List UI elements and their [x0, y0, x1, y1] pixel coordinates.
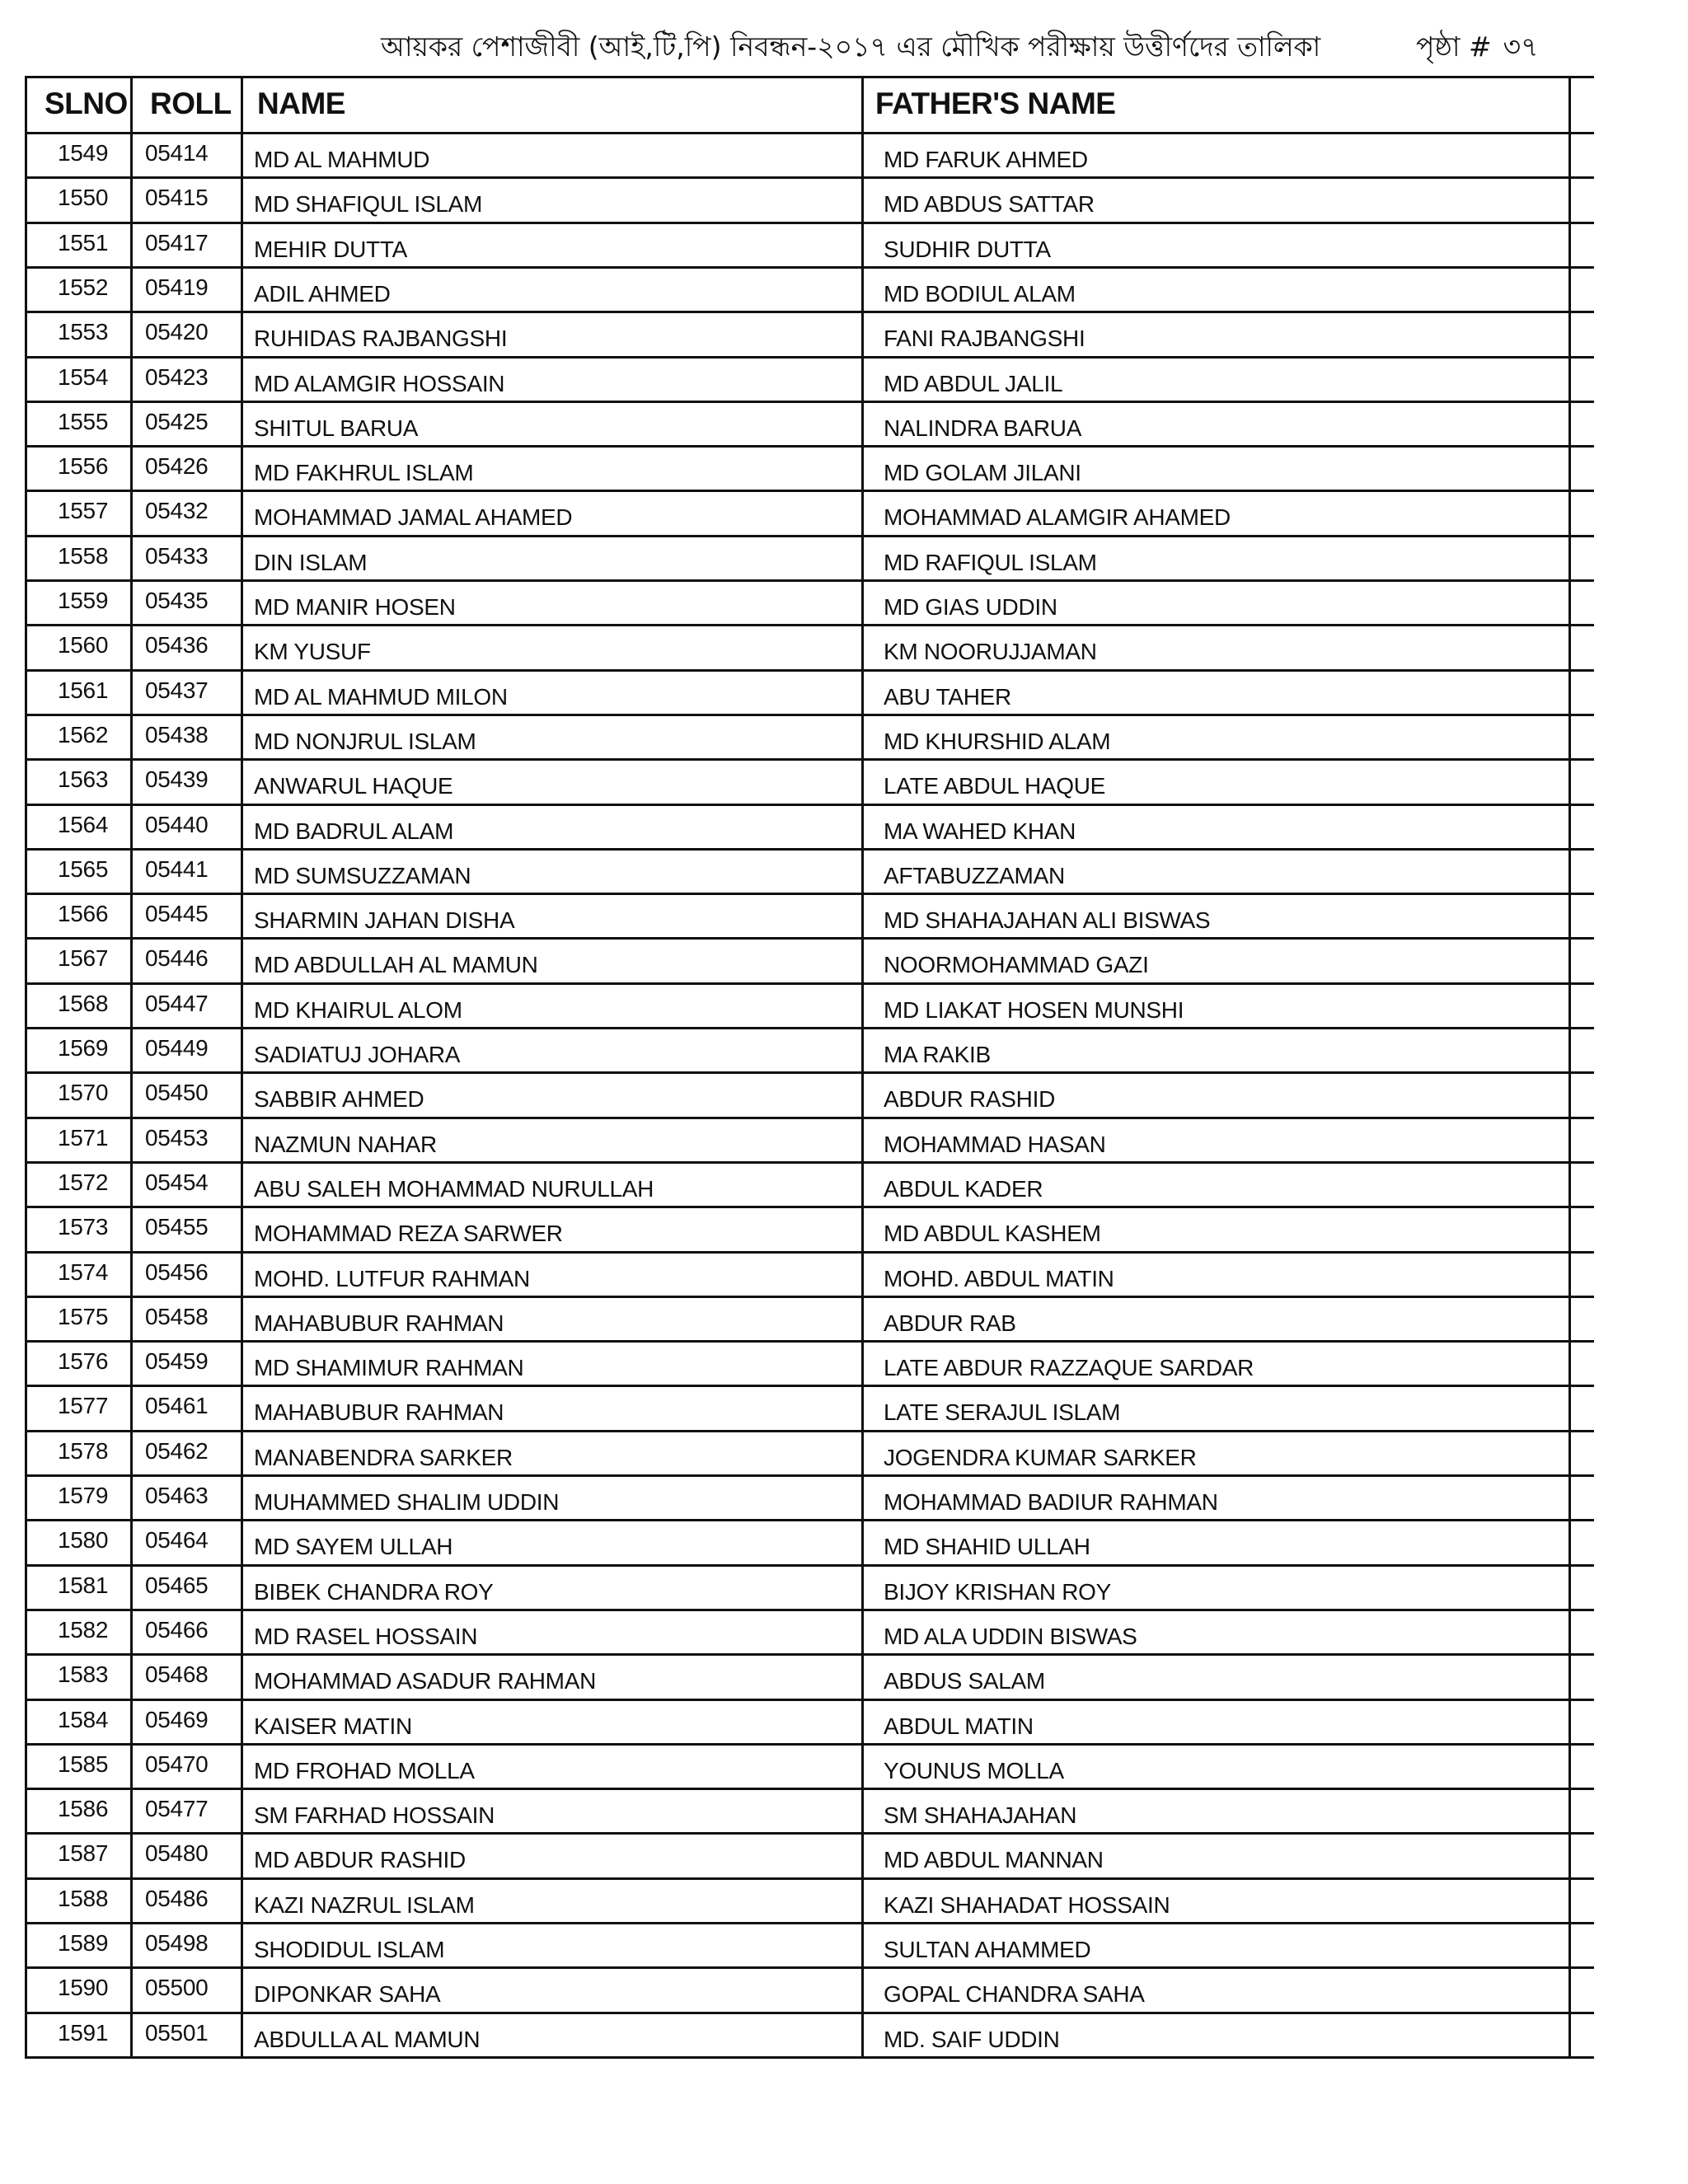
cell-roll: 05433	[145, 542, 209, 569]
cell-roll: 05470	[145, 1750, 209, 1777]
cell-name: MD SUMSUZZAMAN	[254, 862, 471, 888]
cell-slno: 1570	[58, 1080, 109, 1106]
cell-slno: 1579	[58, 1483, 109, 1508]
cell-fathers-name: MOHAMMAD ALAMGIR AHAMED	[884, 504, 1231, 531]
cell-roll: 05454	[145, 1169, 209, 1195]
cell-name: RUHIDAS RAJBANGSHI	[254, 326, 508, 352]
cell-roll: 05466	[145, 1616, 209, 1643]
row-divider	[25, 1430, 1594, 1432]
cell-roll: 05453	[145, 1124, 209, 1151]
cell-slno: 1586	[58, 1796, 109, 1822]
page-number-value: ৩৭	[1503, 30, 1539, 63]
cell-name: MOHAMMAD REZA SARWER	[254, 1221, 563, 1247]
cell-roll: 05469	[145, 1706, 209, 1732]
cell-fathers-name: ABDUL KADER	[884, 1175, 1043, 1202]
cell-name: MD ABDULLAH AL MAMUN	[254, 952, 538, 978]
cell-fathers-name: MOHD. ABDUL MATIN	[884, 1265, 1114, 1291]
cell-name: SABBIR AHMED	[254, 1086, 424, 1113]
row-divider	[25, 1161, 1594, 1164]
cell-fathers-name: MD ABDUL JALIL	[884, 370, 1063, 396]
cell-slno: 1567	[58, 945, 109, 972]
cell-fathers-name: MD RAFIQUL ISLAM	[884, 549, 1097, 575]
cell-name: MD MANIR HOSEN	[254, 594, 456, 620]
row-divider	[25, 1340, 1594, 1343]
cell-roll: 05464	[145, 1527, 209, 1554]
cell-roll: 05468	[145, 1661, 209, 1688]
column-rule	[25, 76, 27, 2059]
row-divider	[25, 624, 1594, 626]
row-divider	[25, 1832, 1594, 1835]
document-title: আয়কর পেশাজীবী (আই,টি,পি) নিবন্ধন-২০১৭ এর মৌখিক পরীক্ষায় উত্তীর্ণদের তালিকা	[381, 30, 1321, 63]
cell-slno: 1566	[58, 901, 109, 927]
cell-slno: 1554	[58, 363, 109, 390]
row-divider	[25, 266, 1594, 269]
row-divider	[25, 714, 1594, 716]
cell-roll: 05423	[145, 363, 209, 390]
cell-slno: 1576	[58, 1348, 109, 1375]
column-rule	[241, 76, 243, 2059]
cell-slno: 1555	[58, 408, 109, 434]
cell-roll: 05445	[145, 901, 209, 927]
cell-roll: 05449	[145, 1035, 209, 1061]
cell-roll: 05440	[145, 811, 209, 837]
column-header-slno: SLNO	[45, 87, 128, 120]
cell-fathers-name: MD. SAIF UDDIN	[884, 2026, 1060, 2052]
cell-roll: 05417	[145, 229, 209, 255]
cell-fathers-name: LATE ABDUR RAZZAQUE SARDAR	[884, 1355, 1254, 1381]
cell-name: MD NONJRUL ISLAM	[254, 728, 476, 754]
cell-slno: 1558	[58, 542, 109, 569]
cell-fathers-name: ABDUL MATIN	[884, 1713, 1034, 1739]
header-bottom-border	[25, 132, 1594, 134]
cell-name: MAHABUBUR RAHMAN	[254, 1310, 504, 1336]
cell-name: MD ABDUR RASHID	[254, 1847, 466, 1873]
row-divider	[25, 445, 1594, 448]
cell-name: MD FROHAD MOLLA	[254, 1757, 475, 1783]
cell-slno: 1590	[58, 1975, 109, 2001]
cell-roll: 05480	[145, 1840, 209, 1867]
row-divider	[25, 1071, 1594, 1074]
row-divider	[25, 579, 1594, 582]
cell-roll: 05501	[145, 2019, 209, 2046]
row-divider	[25, 804, 1594, 806]
cell-name: MOHAMMAD ASADUR RAHMAN	[254, 1668, 596, 1694]
cell-slno: 1553	[58, 319, 109, 345]
cell-slno: 1577	[58, 1393, 109, 1419]
cell-fathers-name: FANI RAJBANGSHI	[884, 326, 1085, 352]
cell-fathers-name: SULTAN AHAMMED	[884, 1937, 1091, 1962]
cell-name: MD BADRUL ALAM	[254, 818, 454, 844]
cell-name: MAHABUBUR RAHMAN	[254, 1399, 504, 1426]
page-label: পৃষ্ঠা #	[1416, 30, 1492, 63]
cell-slno: 1584	[58, 1706, 109, 1732]
row-divider	[25, 669, 1594, 672]
cell-fathers-name: KM NOORUJJAMAN	[884, 639, 1097, 665]
cell-slno: 1574	[58, 1258, 109, 1285]
cell-name: MUHAMMED SHALIM UDDIN	[254, 1489, 560, 1515]
cell-slno: 1557	[58, 498, 109, 524]
column-rule	[1568, 76, 1571, 2059]
cell-fathers-name: AFTABUZZAMAN	[884, 862, 1065, 888]
cell-roll: 05414	[145, 140, 209, 166]
cell-slno: 1572	[58, 1169, 109, 1195]
row-divider	[25, 2056, 1594, 2059]
cell-name: NAZMUN NAHAR	[254, 1131, 437, 1157]
cell-slno: 1565	[58, 855, 109, 882]
cell-fathers-name: MD GIAS UDDIN	[884, 594, 1057, 620]
column-header-roll: ROLL	[150, 87, 232, 120]
cell-slno: 1588	[58, 1885, 109, 1911]
row-divider	[25, 1653, 1594, 1656]
cell-fathers-name: NOORMOHAMMAD GAZI	[884, 952, 1149, 978]
cell-slno: 1575	[58, 1303, 109, 1329]
cell-name: MD SHAMIMUR RAHMAN	[254, 1355, 524, 1381]
cell-slno: 1583	[58, 1661, 109, 1688]
cell-roll: 05432	[145, 498, 209, 524]
row-divider	[25, 1743, 1594, 1746]
cell-slno: 1582	[58, 1616, 109, 1643]
cell-fathers-name: MD BODIUL ALAM	[884, 280, 1076, 307]
cell-fathers-name: MD LIAKAT HOSEN MUNSHI	[884, 996, 1184, 1023]
cell-roll: 05458	[145, 1303, 209, 1329]
cell-fathers-name: MOHAMMAD HASAN	[884, 1131, 1106, 1157]
cell-name: BIBEK CHANDRA ROY	[254, 1578, 494, 1605]
cell-fathers-name: MD ALA UDDIN BISWAS	[884, 1623, 1137, 1649]
cell-roll: 05455	[145, 1214, 209, 1240]
row-divider	[25, 893, 1594, 895]
row-divider	[25, 222, 1594, 224]
cell-fathers-name: GOPAL CHANDRA SAHA	[884, 1981, 1145, 2008]
row-divider	[25, 1385, 1594, 1387]
cell-fathers-name: BIJOY KRISHAN ROY	[884, 1578, 1112, 1605]
row-divider	[25, 1609, 1594, 1611]
cell-name: MD AL MAHMUD MILON	[254, 683, 508, 710]
cell-name: DIN ISLAM	[254, 549, 368, 575]
cell-roll: 05450	[145, 1080, 209, 1106]
cell-slno: 1562	[58, 721, 109, 748]
cell-fathers-name: MD ABDUS SATTAR	[884, 191, 1095, 218]
row-divider	[25, 1564, 1594, 1567]
row-divider	[25, 1966, 1594, 1969]
cell-slno: 1568	[58, 990, 109, 1016]
row-divider	[25, 758, 1594, 761]
table-top-border	[25, 76, 1594, 78]
row-divider	[25, 937, 1594, 940]
column-rule	[130, 76, 133, 2059]
cell-fathers-name: MD FARUK AHMED	[884, 147, 1088, 172]
row-divider	[25, 535, 1594, 537]
cell-name: MOHAMMAD JAMAL AHAMED	[254, 504, 573, 531]
cell-roll: 05477	[145, 1796, 209, 1822]
cell-slno: 1591	[58, 2019, 109, 2046]
cell-name: MD KHAIRUL ALOM	[254, 996, 462, 1023]
cell-roll: 05465	[145, 1572, 209, 1598]
cell-roll: 05456	[145, 1258, 209, 1285]
cell-roll: 05415	[145, 185, 209, 211]
cell-fathers-name: MOHAMMAD BADIUR RAHMAN	[884, 1489, 1218, 1515]
column-header-name: NAME	[257, 87, 345, 120]
cell-roll: 05439	[145, 766, 209, 793]
cell-roll: 05425	[145, 408, 209, 434]
column-header-fathers-name: FATHER'S NAME	[875, 87, 1116, 120]
row-divider	[25, 176, 1594, 179]
cell-slno: 1589	[58, 1930, 109, 1956]
cell-name: SHODIDUL ISLAM	[254, 1937, 445, 1962]
row-divider	[25, 1027, 1594, 1029]
cell-name: SHARMIN JAHAN DISHA	[254, 907, 515, 934]
row-divider	[25, 356, 1594, 359]
cell-slno: 1564	[58, 811, 109, 837]
row-divider	[25, 1251, 1594, 1254]
cell-roll: 05500	[145, 1975, 209, 2001]
row-divider	[25, 401, 1594, 403]
cell-fathers-name: MA RAKIB	[884, 1042, 991, 1067]
cell-name: MOHD. LUTFUR RAHMAN	[254, 1265, 530, 1291]
cell-slno: 1551	[58, 229, 109, 255]
cell-roll: 05419	[145, 274, 209, 300]
cell-roll: 05486	[145, 1885, 209, 1911]
row-divider	[25, 1877, 1594, 1880]
cell-slno: 1556	[58, 453, 109, 480]
cell-fathers-name: MD SHAHID ULLAH	[884, 1534, 1090, 1560]
cell-slno: 1559	[58, 588, 109, 613]
cell-name: SM FARHAD HOSSAIN	[254, 1802, 495, 1829]
cell-slno: 1578	[58, 1437, 109, 1464]
cell-fathers-name: MD KHURSHID ALAM	[884, 728, 1111, 754]
cell-slno: 1571	[58, 1124, 109, 1151]
cell-name: MEHIR DUTTA	[254, 236, 407, 262]
cell-slno: 1580	[58, 1527, 109, 1554]
cell-slno: 1587	[58, 1840, 109, 1867]
cell-name: ABDULLA AL MAMUN	[254, 2026, 481, 2052]
cell-roll: 05446	[145, 945, 209, 972]
cell-name: MD SHAFIQUL ISLAM	[254, 191, 483, 218]
cell-name: ABU SALEH MOHAMMAD NURULLAH	[254, 1175, 654, 1202]
cell-name: MD AL MAHMUD	[254, 147, 430, 172]
cell-name: SHITUL BARUA	[254, 415, 419, 441]
row-divider	[25, 1206, 1594, 1208]
cell-name: MD RASEL HOSSAIN	[254, 1623, 478, 1649]
cell-name: MD ALAMGIR HOSSAIN	[254, 370, 505, 396]
cell-fathers-name: LATE ABDUL HAQUE	[884, 773, 1106, 799]
cell-slno: 1563	[58, 766, 109, 793]
cell-slno: 1552	[58, 274, 109, 300]
cell-name: MD FAKHRUL ISLAM	[254, 460, 474, 486]
cell-name: MD SAYEM ULLAH	[254, 1534, 453, 1560]
cell-fathers-name: ABU TAHER	[884, 683, 1011, 710]
cell-slno: 1550	[58, 185, 109, 211]
cell-name: KAISER MATIN	[254, 1713, 412, 1739]
cell-slno: 1573	[58, 1214, 109, 1240]
cell-name: DIPONKAR SAHA	[254, 1981, 441, 2008]
cell-fathers-name: KAZI SHAHADAT HOSSAIN	[884, 1891, 1170, 1918]
cell-name: ADIL AHMED	[254, 280, 391, 307]
cell-fathers-name: MA WAHED KHAN	[884, 818, 1076, 844]
cell-roll: 05498	[145, 1930, 209, 1956]
cell-fathers-name: LATE SERAJUL ISLAM	[884, 1399, 1121, 1426]
row-divider	[25, 311, 1594, 313]
cell-roll: 05463	[145, 1483, 209, 1508]
row-divider	[25, 1296, 1594, 1298]
cell-name: SADIATUJ JOHARA	[254, 1042, 461, 1067]
cell-roll: 05459	[145, 1348, 209, 1375]
cell-fathers-name: ABDUR RAB	[884, 1310, 1016, 1336]
cell-roll: 05436	[145, 632, 209, 658]
cell-slno: 1549	[58, 140, 109, 166]
cell-roll: 05441	[145, 855, 209, 882]
cell-roll: 05420	[145, 319, 209, 345]
cell-name: ANWARUL HAQUE	[254, 773, 453, 799]
row-divider	[25, 1519, 1594, 1521]
row-divider	[25, 1922, 1594, 1924]
cell-roll: 05437	[145, 677, 209, 703]
cell-roll: 05461	[145, 1393, 209, 1419]
cell-fathers-name: NALINDRA BARUA	[884, 415, 1082, 441]
cell-fathers-name: MD SHAHAJAHAN ALI BISWAS	[884, 907, 1211, 934]
cell-roll: 05435	[145, 588, 209, 613]
cell-roll: 05447	[145, 990, 209, 1016]
cell-slno: 1561	[58, 677, 109, 703]
cell-fathers-name: MD ABDUL KASHEM	[884, 1221, 1101, 1247]
row-divider	[25, 1788, 1594, 1790]
cell-slno: 1585	[58, 1750, 109, 1777]
cell-name: KAZI NAZRUL ISLAM	[254, 1891, 475, 1918]
cell-fathers-name: SM SHAHAJAHAN	[884, 1802, 1077, 1829]
cell-fathers-name: MD ABDUL MANNAN	[884, 1847, 1104, 1873]
row-divider	[25, 1474, 1594, 1477]
cell-slno: 1581	[58, 1572, 109, 1598]
cell-fathers-name: YOUNUS MOLLA	[884, 1757, 1064, 1783]
column-rule	[861, 76, 864, 2059]
cell-fathers-name: ABDUR RASHID	[884, 1086, 1055, 1113]
row-divider	[25, 848, 1594, 851]
row-divider	[25, 2012, 1594, 2014]
cell-name: MANABENDRA SARKER	[254, 1444, 513, 1470]
cell-roll: 05438	[145, 721, 209, 748]
row-divider	[25, 1699, 1594, 1701]
cell-name: KM YUSUF	[254, 639, 371, 665]
cell-slno: 1569	[58, 1035, 109, 1061]
cell-fathers-name: SUDHIR DUTTA	[884, 236, 1051, 262]
cell-fathers-name: MD GOLAM JILANI	[884, 460, 1081, 486]
cell-fathers-name: ABDUS SALAM	[884, 1668, 1045, 1694]
cell-slno: 1560	[58, 632, 109, 658]
row-divider	[25, 982, 1594, 985]
row-divider	[25, 490, 1594, 492]
cell-fathers-name: JOGENDRA KUMAR SARKER	[884, 1444, 1197, 1470]
row-divider	[25, 1117, 1594, 1119]
cell-roll: 05462	[145, 1437, 209, 1464]
cell-roll: 05426	[145, 453, 209, 480]
